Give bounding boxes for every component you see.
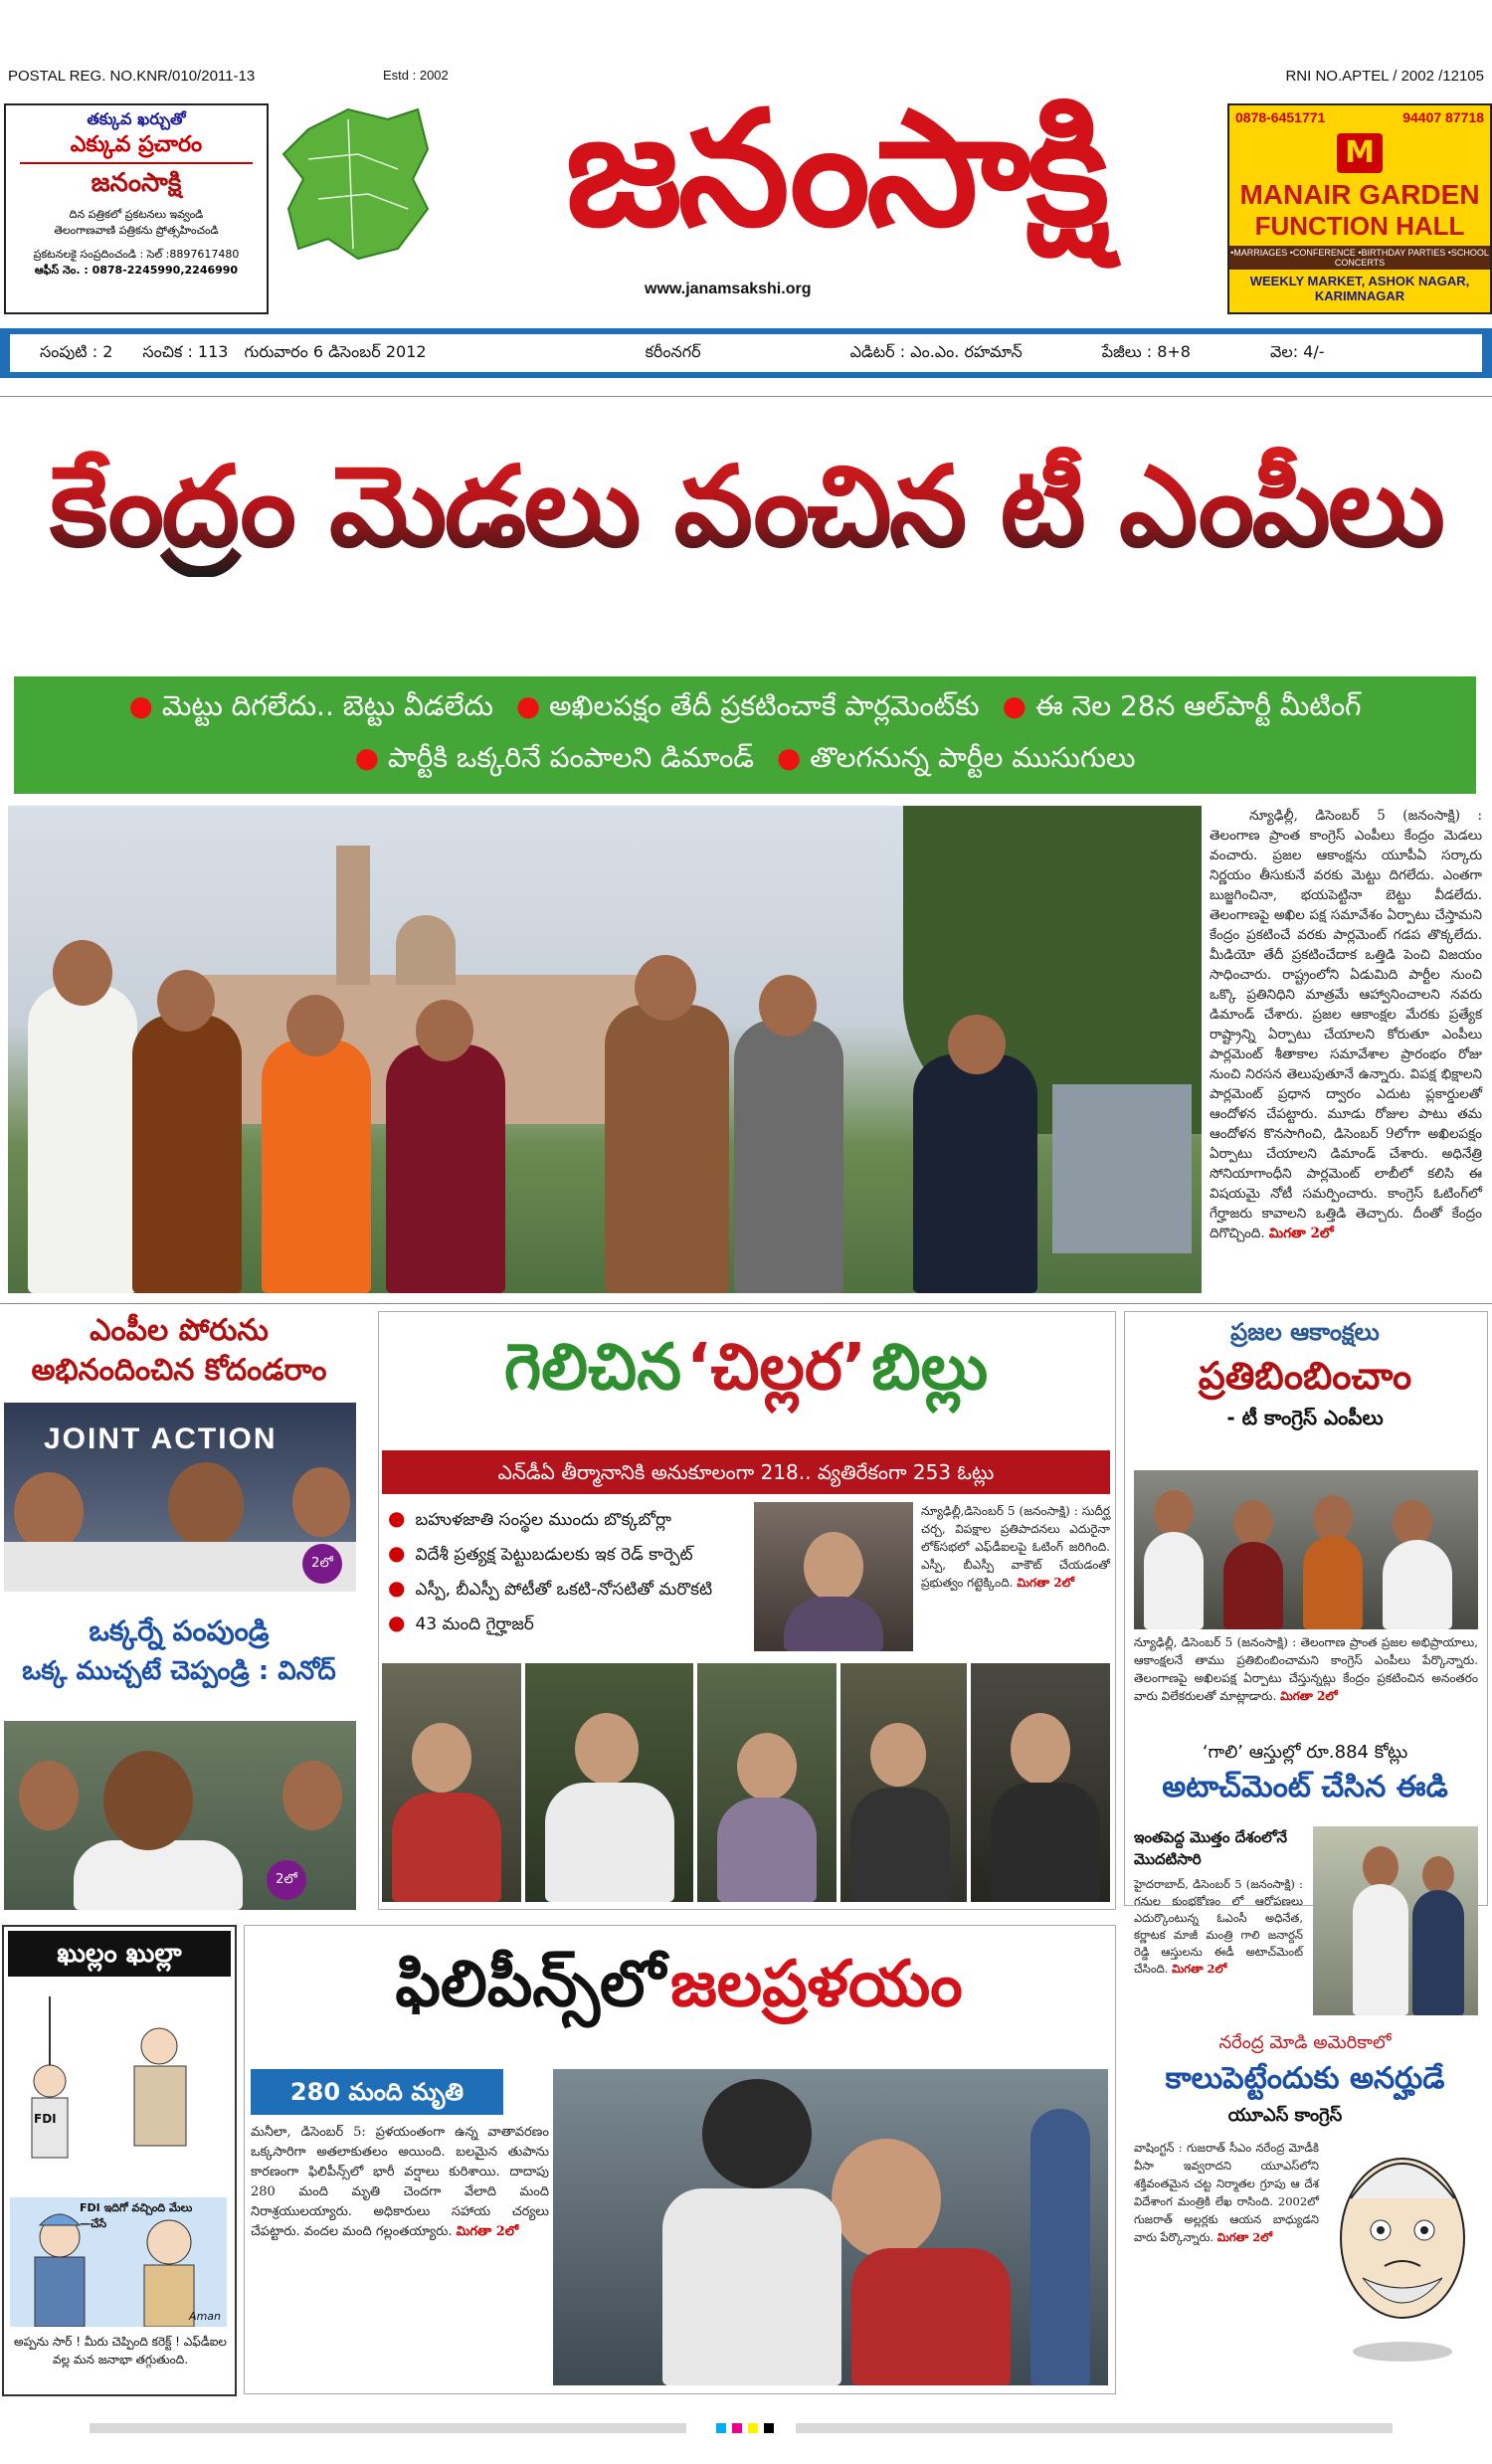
center-bullet-3: ఎస్పీ, బీఎస్పీ పోటీతో ఒకటి-నోసటితో మరొకటి bbox=[415, 1580, 713, 1600]
right-story3-byline: యూఎస్ కాంగ్రెస్ bbox=[1227, 2105, 1343, 2126]
parliament-photo-1 bbox=[382, 1663, 521, 1902]
t-mps-photo bbox=[1134, 1470, 1478, 1629]
parliament-photo-5 bbox=[971, 1663, 1110, 1902]
center-banner: ఎన్‌డీఏ తీర్మానానికి అనుకూలంగా 218.. వ్యతిరేకంగా 253 ఓట్లు bbox=[382, 1450, 1110, 1494]
lead-photo bbox=[8, 806, 1202, 1293]
right-story2-sub1: ఇంతపెద్ద మొత్తం దేశంలోనే bbox=[1134, 1828, 1288, 1846]
lead-bullet-5: తొలగనున్న పార్టీల ముసుగులు bbox=[810, 741, 1136, 774]
page-badge-2[interactable]: 2లో bbox=[267, 1860, 306, 1900]
cartoon-caption: అప్పను సార్ ! మీరు చెప్పింది కరెక్ట్ ! ఎఫ్‌డీఐల వల్ల మన జనాభా తగ్గుతుంది. bbox=[14, 2335, 227, 2367]
price: వెల: 4/- bbox=[1269, 341, 1325, 361]
modi-caricature-icon bbox=[1323, 2139, 1482, 2368]
speaker-photo bbox=[754, 1502, 913, 1651]
left-story2-title2: ఒక్క ముచ్చటే చెప్పండ్రి : వినోద్ bbox=[22, 1656, 336, 1686]
center-headline-quote: ‘చిల్లర’ bbox=[686, 1331, 867, 1405]
ad-phone1: 0878-6451771 bbox=[1235, 109, 1326, 125]
right-story2-text bbox=[1134, 1826, 1303, 1978]
left-story2-head bbox=[0, 1611, 358, 1691]
cartoon-title: ఖుల్లం ఖుల్లా bbox=[8, 1931, 231, 1977]
newspaper-title: జనంసాక్షి bbox=[565, 76, 1106, 262]
right-story2-kicker: ‘గాలి’ ఆస్తుల్లో రూ.884 కోట్లు bbox=[1202, 1742, 1408, 1763]
right-story1-body: న్యూఢిల్లీ, డిసెంబర్ 5 (జనంసాక్షి) : తెలంగాణ ప్రాంత ప్రజల అభిప్రాయాలు, ఆకాంక్షలనే తాము ప్రతిబింబించామని కాంగ్రెస్ ఎంపీలు పేర్కొన్నారు. తెలంగాణపై అఖిలపక్ష ఏర్పాటు చేస్తున్నట్లు కేంద్రం ప్రకటించిన అనంతరం వారు విలేకరులతో మాట్లాడారు. bbox=[1134, 1635, 1478, 1703]
parliament-photo-2 bbox=[525, 1663, 692, 1902]
right-story2-continued-link[interactable]: మిగతా 2లో bbox=[1172, 1962, 1227, 1976]
ad-phone2: 94407 87718 bbox=[1402, 109, 1484, 125]
website[interactable]: www.janamsakshi.org bbox=[645, 281, 812, 297]
lead-body: తెలంగాణ ప్రాంత కాంగ్రెస్ ఎంపీలు కేంద్రం మెడలు వంచారు. ప్రజల ఆకాంక్షను యూపీఏ సర్కారు నిర్ణయం తీసుకునే వరకు మెట్టు దిగలేదు. ఎంతగా బుజ్జగించినా, భయపెట్టినా బెట్టు వీడలేదు. తెలంగాణపై అఖిల పక్ష సమావేశం ఏర్పాటు చేస్తామని కేంద్రం ప్రకటించే వరకు పార్లమెంట్ గడప తొక్కలేదు. మీడియో తేదీ ప్రకటించేదాక ఒత్తిడి పెంచి విజయం సాధించారు. రాష్ట్రంలోని ఏడుమిది పార్టీల నుంచి ఒక్కొ ప్రతినిధిని మాత్రమే ఆహ్వానించాలని నవరు డిమాండ్ చేశారు. ప్రజల ఆకాంక్షల మేరకు ప్రత్యేక రాష్ట్రాన్ని ఏర్పాటు చేయాలని కోరుతూ ఎంపీలు పార్లమెంట్ శీతాకాల సమావేశాల ప్రారంభం రోజు నుంచి నిరసన తెలుపుతూనే ఉన్నారు. విపక్ష భిక్షాలని పార్లమెంట్ ప్రధాన ద్వారం ఎదుట ప్లకార్డులతో ఆందోళన చేపట్టారు. మూడు రోజుల పాటు తమ ఆందోళన కొనసాగించి, డిసెంబర్ 9లోగా అఖిలపక్షం ఏర్పాటు చేయాలని డిమాండ్ చేశారు. అధినేత్రి సోనియాగాంధీని పార్లమెంట్ లాబీలో కలిసి ఈ విషయమై నోటీ సమర్పించారు. కాంగ్రెస్ ఓటింగ్‌లో గేర్హాజరు కావాలని ఒత్తిడి తెచ్చారు. దీంతో కేంద్రం దిగొచ్చింది. bbox=[1210, 828, 1482, 1241]
parliament-photo-3 bbox=[697, 1663, 837, 1902]
right-story1-byline: - టీ కాంగ్రెస్ ఎంపీలు bbox=[1226, 1406, 1384, 1429]
left-story1-title1: ఎంపీల పోరును bbox=[90, 1313, 269, 1348]
lead-dateline: న్యూఢిల్లీ, డిసెంబర్ 5 (జనంసాక్షి) : bbox=[1249, 808, 1482, 824]
center-headline-wrap bbox=[378, 1323, 1114, 1413]
center-bullet-2: విదేశీ ప్రత్యక్ష పెట్టుబడులకు ఇక రెడ్ కార్పెట్ bbox=[415, 1545, 693, 1565]
lead-bullet-1: మెట్టు దిగలేదు.. బెట్టు వీడలేదు bbox=[161, 689, 493, 722]
ad-name2: FUNCTION HALL bbox=[1254, 211, 1465, 241]
philippines-continued-link[interactable]: మిగతా 2లో bbox=[456, 2224, 519, 2239]
right-story1-continued-link[interactable]: మిగతా 2లో bbox=[1280, 1689, 1338, 1703]
center-bullets: ● బహుళజాతి సంస్థల ముందు బొక్కబోర్లా ● విదేశీ ప్రత్యక్ష పెట్టుబడులకు ఇక రెడ్ కార్పెట్ ● ఎస్పీ, బీఎస్పీ పోటీతో ఒకటి-నోసటితో మరొకటి ● 43 మంది గైర్హాజర్ bbox=[388, 1506, 713, 1634]
editor: ఎడిటర్ : ఎం.ఎం. రహమాన్ bbox=[849, 341, 1023, 361]
registration-marks bbox=[716, 2423, 774, 2433]
philippines-headline-part2: జలప్రళయం bbox=[669, 1948, 963, 2021]
rule-mid bbox=[0, 1303, 1492, 1304]
masthead-title-wrap bbox=[438, 70, 1233, 269]
right-story3-head bbox=[1124, 2029, 1486, 2131]
janamsakshi-ad bbox=[4, 103, 269, 314]
lead-continued-link[interactable]: మిగతా 2లో bbox=[1268, 1226, 1334, 1241]
right-story3-text bbox=[1134, 2139, 1319, 2246]
lead-story bbox=[1210, 806, 1482, 1243]
lead-headline-wrap bbox=[0, 438, 1492, 577]
page-badge-1[interactable]: 2లో bbox=[302, 1544, 342, 1584]
right-story3-kicker: నరేంద్ర మోడి అమెరికాలో bbox=[1218, 2032, 1392, 2053]
philippines-photo bbox=[553, 2069, 1108, 2385]
philippines-subhead: 280 మంది మృతి bbox=[251, 2069, 503, 2115]
ad-line3: దిన పత్రికలో ప్రకటనలు ఇవ్వండి bbox=[69, 208, 204, 221]
right-story3-body: వాషింగ్టన్ : గుజరాత్ సీఎం నరేంద్ర మోడీకి వీసా ఇవ్వరాదని యూఎస్‌లోని శక్తివంతమైన చట్ట నిర్మాతల గ్రూపు ఆ దేశ విదేశాంగ మంత్రికి లేఖ రాసింది. 2002లో గుజరాత్ అల్లర్లకు ఆయన బాధ్యుడని వారు పేర్కొన్నారు. bbox=[1134, 2141, 1319, 2244]
parliament-photos bbox=[382, 1663, 1110, 1902]
cartoon-sign-1: FDI bbox=[34, 2112, 57, 2126]
gali-photo bbox=[1313, 1826, 1478, 2015]
right-story2-sub2: మొదటిసారి bbox=[1134, 1850, 1202, 1868]
philippines-body: మనీలా, డిసెంబర్ 5: ప్రళయంతంగా ఉన్న వాతావరణం ఒక్కసారిగా అతలాకుతలం అయింది. బలమైన తుపాను కారణంగా ఫిలిపీన్స్‌లో భారీ వర్షాలు కురిశాయి. దాదాపు 280 మంది మృతి చెందగా వేలాది మంది నిరాశ్రయులయ్యారు. అధికారులు సహాయ చర్యలు చేపట్టారు. వందల మంది గల్లంతయ్యారు. bbox=[251, 2125, 549, 2239]
cartoon-panel-2 bbox=[10, 2197, 227, 2327]
lead-bullet-3: ఈ నెల 28న ఆల్‌పార్టీ మీటింగ్ bbox=[1034, 689, 1362, 722]
left-story1-title2: అభినందించిన కోదండరాం bbox=[31, 1353, 327, 1388]
manair-garden-ad bbox=[1227, 103, 1492, 314]
place: కరీంనగర్ bbox=[645, 341, 701, 361]
ad-line2: ఎక్కువ ప్రచారం bbox=[20, 132, 253, 164]
right-story3-continued-link[interactable]: మిగతా 2లో bbox=[1216, 2230, 1273, 2244]
banner-text: JOINT ACTION bbox=[44, 1422, 278, 1455]
left-story2-title1: ఒక్కర్నే పంపుండ్రి bbox=[89, 1614, 270, 1647]
center-headline-part2: బిల్లు bbox=[871, 1331, 989, 1405]
center-body: సుదీర్ఘ చర్చ, విపక్షాల ప్రతిపాదనలు ఎదురైనా లోక్‌సభలో ఎఫ్‌డీఐలపై ఓటింగ్ జరిగింది. ఎస్పీ, బీఎస్పీ వాకౌట్ చేయడంతో ప్రభుత్వం గట్టెక్కింది. bbox=[921, 1504, 1110, 1590]
ad-contact2: ఆఫీస్ నెం. : 0878-2245990,2246990 bbox=[34, 264, 239, 277]
cartoon-sign-2: FDI ఇదిగో వచ్చింది మేలు—చేసే bbox=[80, 2201, 193, 2230]
lead-bullet-2: అఖిలపక్షం తేదీ ప్రకటించాకే పార్లమెంట్‌కు bbox=[549, 689, 980, 722]
parliament-photo-4 bbox=[840, 1663, 966, 1902]
center-continued-link[interactable]: మిగతా 2లో bbox=[1017, 1576, 1075, 1590]
kodandaram-photo bbox=[4, 1403, 356, 1592]
right-story2-title: అటాచ్‌మెంట్ చేసిన ఈడి bbox=[1162, 1770, 1448, 1804]
left-story1-head bbox=[0, 1311, 358, 1391]
telangana-map-icon bbox=[279, 99, 438, 269]
lead-bullet-4: పార్టీకి ఒక్కరినే పంపాలని డిమాండ్ bbox=[387, 741, 754, 774]
page-count: పేజీలు : 8+8 bbox=[1101, 341, 1191, 361]
cartoon-panel-1 bbox=[10, 1987, 227, 2195]
bottom-rule-right bbox=[796, 2423, 1393, 2433]
right-story2-body: హైదరాబాద్, డిసెంబర్ 5 (జనంసాక్షి) : గనుల కుంభకోణం లో ఆరోపణలు ఎదుర్కొంటున్న ఓఎంసీ అధినేత, కర్ణాటక మాజీ మంత్రి గాలి జనార్దన్ రెడ్డి ఆస్తులను ఈడీ అటాచ్‌మెంట్ చేసింది. bbox=[1134, 1877, 1303, 1976]
bottom-rule-left bbox=[90, 2423, 686, 2433]
ad-line1: తక్కువ ఖర్చుతో bbox=[87, 109, 186, 128]
lead-headline: కేంద్రం మెడలు వంచిన టీ ఎంపీలు bbox=[0, 438, 1492, 577]
postal-reg: POSTAL REG. NO.KNR/010/2011-13 bbox=[8, 68, 256, 85]
dome bbox=[396, 915, 456, 985]
issue: సంచిక : 113 bbox=[142, 341, 229, 361]
established: Estd : 2002 bbox=[383, 68, 449, 83]
ad-name1: MANAIR GARDEN bbox=[1239, 179, 1480, 210]
issue-date: గురువారం 6 డిసెంబర్ 2012 bbox=[244, 341, 427, 361]
right-story1-title: ప్రతిబింబించాం bbox=[1198, 1354, 1412, 1398]
right-story2-head bbox=[1124, 1739, 1486, 1808]
cartoon-box bbox=[2, 1925, 237, 2396]
ad-address: WEEKLY MARKET, ASHOK NAGAR, KARIMNAGAR bbox=[1249, 274, 1470, 303]
right-story1-text bbox=[1134, 1633, 1478, 1705]
center-text bbox=[921, 1502, 1110, 1592]
ad-brand: జనంసాక్షి bbox=[91, 168, 182, 198]
electric-panel bbox=[1052, 1084, 1192, 1253]
info-bar bbox=[0, 328, 1492, 378]
philippines-text bbox=[251, 2123, 549, 2242]
philippines-headline-wrap bbox=[244, 1940, 1114, 2029]
ad-contact1: ప్రకటనలకై సంప్రదించండి : సెల్ :8897617480 bbox=[33, 248, 240, 261]
cartoon-signature: Aman bbox=[189, 2310, 221, 2323]
right-story1-kicker: ప్రజల ఆకాంక్షలు bbox=[1230, 1318, 1380, 1346]
ad-logo-icon: M bbox=[1337, 133, 1383, 173]
center-dateline: న్యూఢిల్లీ,డిసెంబర్ 5 (జనంసాక్షి) : bbox=[921, 1504, 1078, 1518]
right-story1-head bbox=[1124, 1315, 1486, 1432]
philippines-headline-part1: ఫిలిపీన్స్‌లో bbox=[395, 1948, 665, 2021]
volume: సంపుటి : 2 bbox=[40, 341, 113, 361]
lead-subheads: ● మెట్టు దిగలేదు.. బెట్టు వీడలేదు ● అఖిలపక్షం తేదీ ప్రకటించాకే పార్లమెంట్‌కు ● ఈ నెల 28న ఆల్‌పార్టీ మీటింగ్ ● పార్టీకి ఒక్కరినే పంపాలని డిమాండ్ ● తొలగనున్న పార్టీల ముసుగులు bbox=[14, 676, 1476, 794]
center-bullet-1: బహుళజాతి సంస్థల ముందు బొక్కబోర్లా bbox=[415, 1510, 671, 1530]
center-headline-part1: గెలిచిన bbox=[503, 1331, 682, 1405]
center-bullet-4: 43 మంది గైర్హాజర్ bbox=[415, 1614, 534, 1634]
rule-top bbox=[0, 396, 1492, 397]
right-story3-title: కాలుపెట్టేందుకు అనర్హుడే bbox=[1165, 2061, 1445, 2096]
ad-line4: తెలంగాణవాణి పత్రికను ప్రోత్సహించండి bbox=[54, 224, 219, 237]
rni-number: RNI NO.APTEL / 2002 /12105 bbox=[1285, 68, 1484, 85]
ad-services: •MARRIAGES •CONFERENCE •BIRTHDAY PARTIES •SCHOOL CONCERTS bbox=[1230, 248, 1489, 268]
vinod-photo bbox=[4, 1721, 356, 1910]
tower bbox=[336, 846, 370, 985]
